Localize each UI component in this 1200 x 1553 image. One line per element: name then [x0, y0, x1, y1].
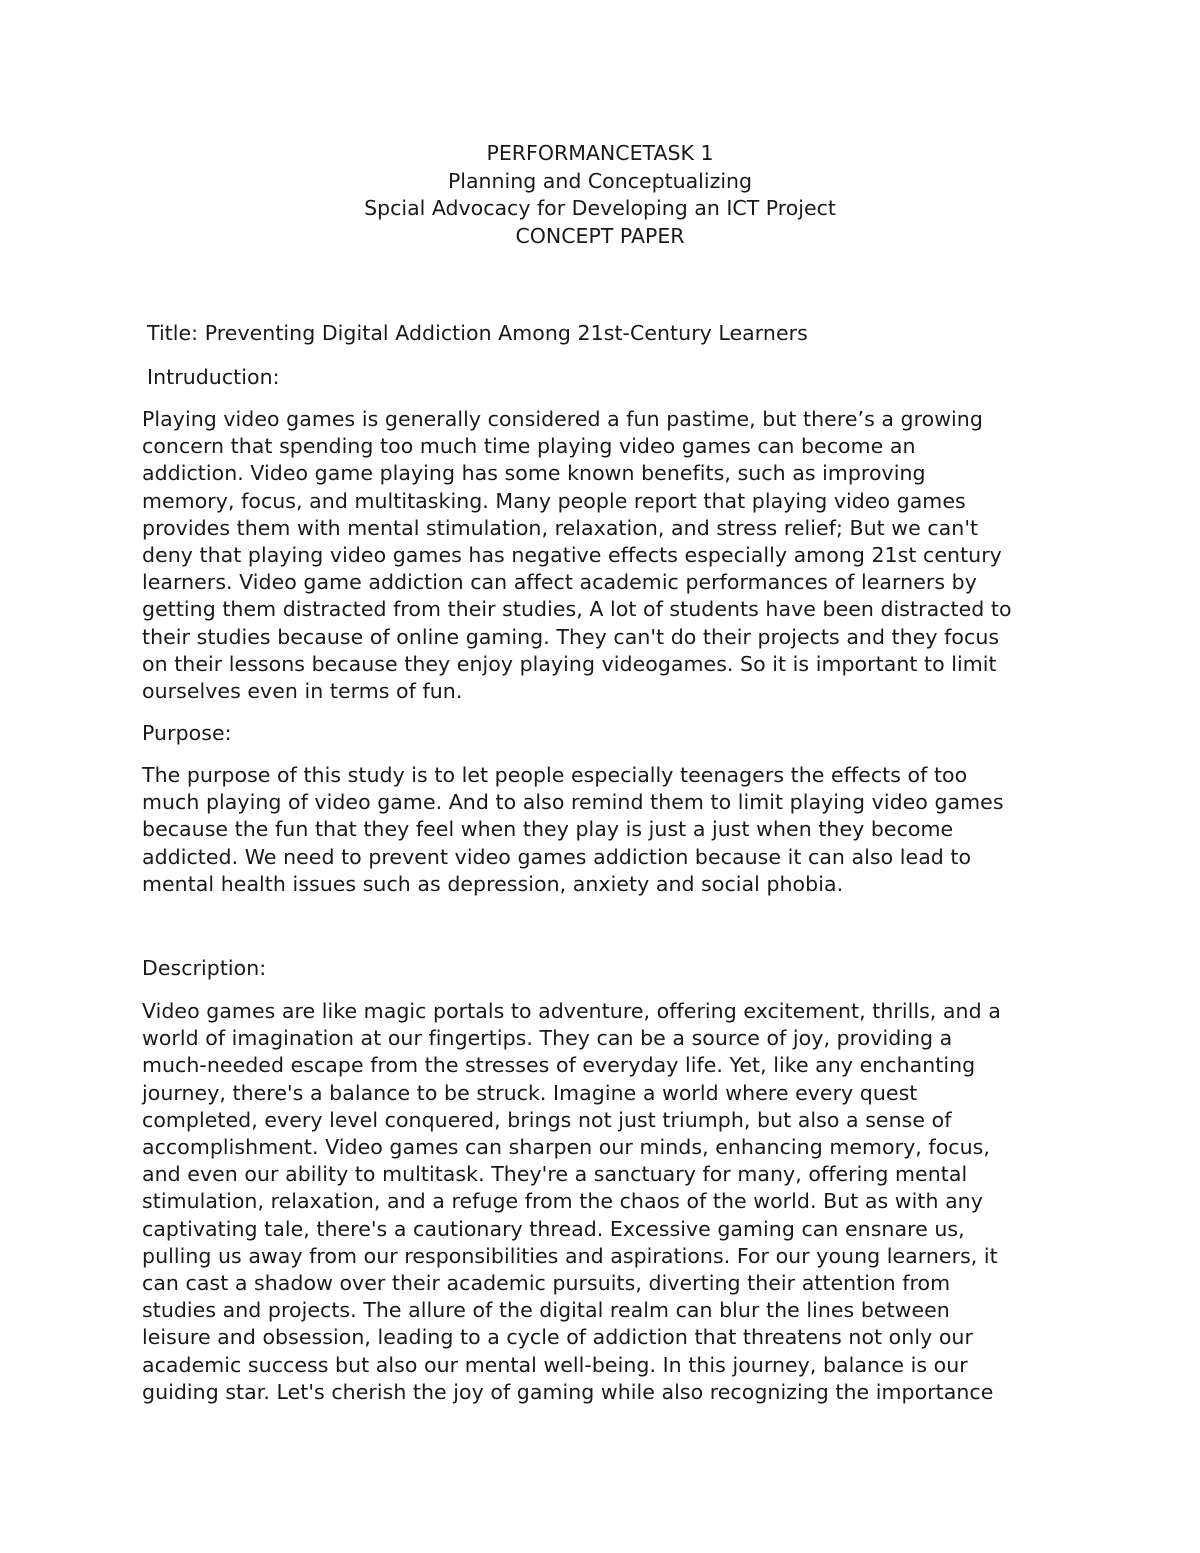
- paragraph-line: academic success but also our mental well-being. In this journey, balance is our: [142, 1352, 968, 1377]
- header-paper-type: CONCEPT PAPER: [515, 223, 685, 248]
- paragraph-line: Playing video games is generally considered a fun pastime, but there’s a growing: [142, 407, 983, 431]
- paragraph-line: addicted. We need to prevent video games addiction because it can also lead to: [142, 844, 972, 869]
- purpose-paragraph: [142, 762, 1072, 898]
- introduction-paragraph: [142, 406, 1072, 705]
- header-subtitle: Planning and Conceptualizing: [447, 168, 753, 193]
- paragraph-line: completed, every level conquered, brings not just triumph, but also a sense of: [142, 1107, 952, 1132]
- document-header: [0, 140, 1200, 250]
- paragraph-line: guiding star. Let's cherish the joy of gaming while also recognizing the importance: [142, 1379, 994, 1404]
- header-project-title: Spcial Advocacy for Developing an ICT Project: [364, 196, 836, 220]
- paragraph-line: ourselves even in terms of fun.: [142, 679, 463, 704]
- paragraph-line: learners. Video game addiction can affect academic performances of learners by: [142, 570, 977, 595]
- paragraph-line: can cast a shadow over their academic pursuits, diverting their attention from: [142, 1271, 951, 1296]
- paragraph-line: their studies because of online gaming. They can't do their projects and they focus: [142, 624, 1000, 649]
- introduction-heading: Intruduction:: [147, 365, 280, 389]
- paragraph-line: much-needed escape from the stresses of everyday life. Yet, like any enchanting: [142, 1053, 976, 1078]
- paragraph-line: world of imagination at our fingertips. They can be a source of joy, providing a: [142, 1026, 953, 1051]
- paragraph-line: on their lessons because they enjoy playing videogames. So it is important to limit: [142, 651, 997, 676]
- paragraph-line: mental health issues such as depression, anxiety and social phobia.: [142, 871, 844, 896]
- paragraph-line: journey, there's a balance to be struck. Imagine a world where every quest: [142, 1080, 918, 1105]
- paragraph-line: accomplishment. Video games can sharpen our minds, enhancing memory, focus,: [142, 1135, 990, 1160]
- paragraph-line: captivating tale, there's a cautionary thread. Excessive gaming can ensnare us,: [142, 1216, 965, 1241]
- paragraph-line: concern that spending too much time playing video games can become an: [142, 434, 916, 459]
- paragraph-line: provides them with mental stimulation, relaxation, and stress relief; But we can't: [142, 515, 979, 540]
- paragraph-line: stimulation, relaxation, and a refuge from the chaos of the world. But as with any: [142, 1189, 983, 1214]
- paragraph-line: getting them distracted from their studies, A lot of students have been distracted to: [142, 597, 1012, 622]
- paragraph-line: studies and projects. The allure of the digital realm can blur the lines between: [142, 1298, 950, 1323]
- paragraph-line: because the fun that they feel when they play is just a just when they become: [142, 817, 954, 842]
- paragraph-line: The purpose of this study is to let people especially teenagers the effects of too: [142, 763, 968, 787]
- paragraph-line: much playing of video game. And to also remind them to limit playing video games: [142, 790, 1004, 815]
- purpose-heading: Purpose:: [142, 721, 232, 745]
- paragraph-line: and even our ability to multitask. They're a sanctuary for many, offering mental: [142, 1162, 968, 1187]
- paragraph-line: addiction. Video game playing has some known benefits, such as improving: [142, 461, 926, 486]
- paragraph-line: leisure and obsession, leading to a cycle of addiction that threatens not only our: [142, 1325, 973, 1350]
- paragraph-line: pulling us away from our responsibilities and aspirations. For our young learners, it: [142, 1243, 998, 1268]
- paragraph-line: memory, focus, and multitasking. Many people report that playing video games: [142, 488, 966, 513]
- paragraph-line: deny that playing video games has negative effects especially among 21st century: [142, 543, 1002, 568]
- paper-title: Title: Preventing Digital Addiction Among 21st-Century Learners: [147, 321, 808, 345]
- description-paragraph: [142, 998, 1072, 1406]
- paragraph-line: Video games are like magic portals to adventure, offering excitement, thrills, and a: [142, 999, 1001, 1023]
- description-heading: Description:: [142, 956, 267, 980]
- header-task-label: PERFORMANCETASK 1: [486, 141, 714, 165]
